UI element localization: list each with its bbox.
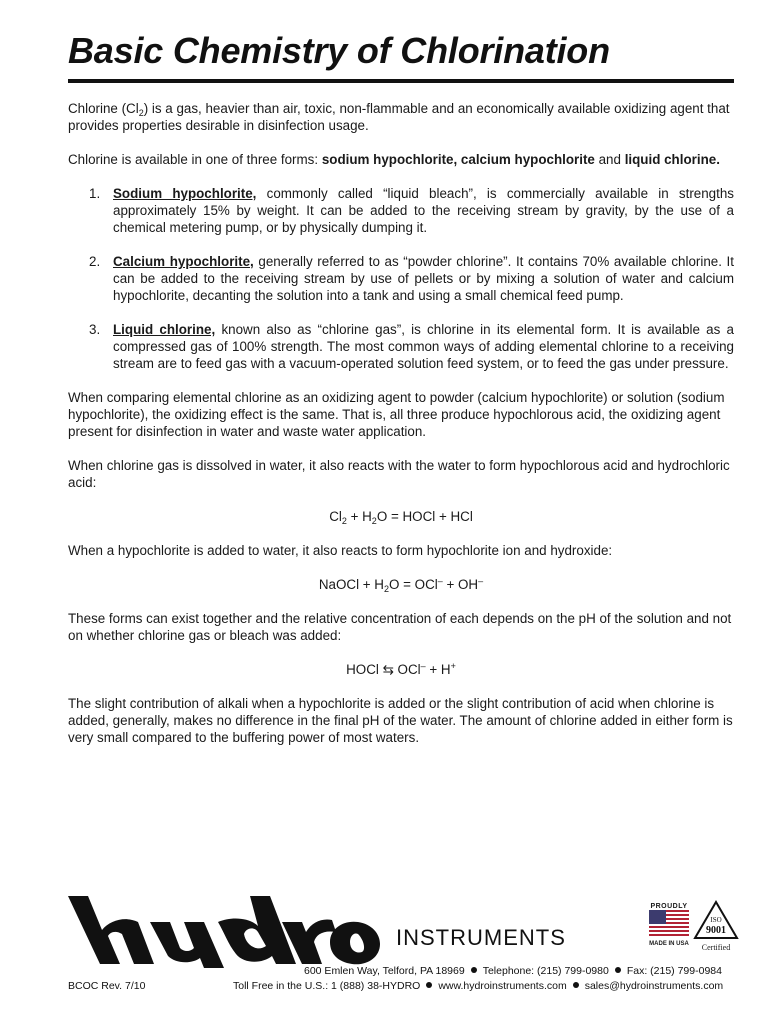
list-item	[68, 253, 734, 304]
contact-line-2	[233, 980, 723, 992]
list-number: 3.	[89, 322, 101, 337]
eq-superscript: –	[478, 576, 484, 586]
forms-bold-2: liquid chlorine.	[624, 152, 720, 167]
eq-part: + H	[346, 509, 372, 524]
intro-text-a: Chlorine (Cl	[68, 101, 139, 116]
address: 600 Emlen Way, Telford, PA 18969	[304, 965, 465, 977]
list-item	[68, 321, 734, 372]
website-link[interactable]: www.hydroinstruments.com	[438, 980, 567, 992]
flag-top-label: PROUDLY	[650, 903, 688, 910]
bullet-icon	[573, 982, 579, 988]
title-rule	[68, 79, 734, 83]
eq-superscript: –	[420, 661, 426, 671]
contact-line-1	[304, 965, 722, 977]
equilibrium-arrow-icon: ⇆	[382, 662, 394, 677]
flag-bottom-label: MADE IN USA	[649, 941, 689, 947]
eq-subscript: 2	[371, 516, 377, 526]
instruments-wordmark: INSTRUMENTS	[396, 925, 566, 950]
forms-bold-1: sodium hypochlorite, calcium hypochlorite	[321, 152, 595, 167]
forms-list	[68, 185, 734, 372]
telephone: Telephone: (215) 799-0980	[482, 965, 609, 977]
eq-part: + H	[425, 662, 451, 677]
forms-and: and	[594, 152, 625, 167]
list-number: 1.	[89, 186, 101, 201]
list-text: known also as “chlorine gas”, is chlorine in its elemental form. It is available as a compressed gas of 100% strength. The most common ways of adding elemental chlorine to a receiving stream are to feed gas with a vacuum-operated solution feed system, or to feed the gas under pressure.	[113, 322, 734, 371]
eq-part: + OH	[442, 577, 479, 592]
bullet-icon	[426, 982, 432, 988]
bullet-icon	[615, 967, 621, 973]
gas-paragraph: When chlorine gas is dissolved in water, it also reacts with the water to form hypochlorous acid and hydrochloric acid:	[68, 458, 730, 490]
list-number: 2.	[89, 254, 101, 269]
forms-text: Chlorine is available in one of three forms:	[68, 152, 322, 167]
alkali-paragraph: The slight contribution of alkali when a hypochlorite is added or the slight contribution of acid when chlorine is added, generally, makes no difference in the final pH of the water. The amount of chlorine added in either form is very small compared to the buffering power of most waters.	[68, 696, 733, 745]
forms-ph-paragraph: These forms can exist together and the relative concentration of each depends on the pH of the solution and not on whether chlorine gas or bleach was added:	[68, 611, 732, 643]
list-term: Liquid chlorine,	[113, 322, 216, 337]
eq-part: O = OCl	[388, 577, 438, 592]
iso-triangle-icon	[693, 900, 739, 942]
hydro-logo	[68, 892, 380, 968]
equation-2	[68, 576, 734, 593]
toll-free-number: Toll Free in the U.S.: 1 (888) 38-HYDRO	[233, 980, 421, 992]
hypochlorite-paragraph: When a hypochlorite is added to water, it also reacts to form hypochlorite ion and hydroxide:	[68, 543, 613, 558]
eq-subscript: 2	[341, 516, 347, 526]
list-term: Sodium hypochlorite,	[113, 186, 257, 201]
list-text: generally referred to as “powder chlorine”. It contains 70% available chlorine. It can be added to the receiving stream by use of pellets or by mixing a solution of water and calcium hypochlorite, decanting the solution into a tank and using a small chemical feed pump.	[113, 254, 734, 303]
eq-superscript: –	[437, 576, 443, 586]
list-item	[68, 185, 734, 236]
iso-label: ISO	[710, 916, 722, 924]
list-term: Calcium hypochlorite,	[113, 254, 254, 269]
doc-code: BCOC Rev. 7/10	[68, 980, 146, 992]
intro-paragraph	[68, 100, 734, 134]
fax: Fax: (215) 799-0984	[626, 965, 722, 977]
document-body	[68, 100, 734, 763]
list-text: commonly called “liquid bleach”, is commercially available in strengths approximately 15% by weight. It can be added to the receiving stream by gravity, by the use of a chemical metering pump, or by physically dumping it.	[113, 186, 734, 235]
eq-subscript: 2	[383, 584, 389, 594]
eq-part: OCl	[393, 662, 421, 677]
eq-part: NaOCl + H	[318, 577, 384, 592]
forms-paragraph	[68, 151, 734, 168]
eq-part: Cl	[329, 509, 342, 524]
equation-3	[68, 661, 734, 678]
eq-part: O = HOCl + HCl	[376, 509, 473, 524]
intro-subscript: 2	[138, 108, 144, 118]
equation-1	[68, 508, 734, 525]
email-link[interactable]: sales@hydroinstruments.com	[584, 980, 724, 992]
bullet-icon	[471, 967, 477, 973]
us-flag-icon	[649, 910, 689, 936]
compare-paragraph: When comparing elemental chlorine as an oxidizing agent to powder (calcium hypochlorite) or solution (sodium hypochlorite), the oxidizing effect is the same. That is, all three produce hypochlorous acid, the oxidizing agent present for disinfection in water and waste water application.	[68, 390, 725, 439]
iso-number: 9001	[706, 925, 726, 936]
iso-9001-badge	[693, 900, 739, 952]
page-title: Basic Chemistry of Chlorination	[68, 30, 610, 71]
eq-superscript: +	[450, 661, 456, 671]
made-in-usa-badge	[649, 903, 689, 949]
eq-part: HOCl	[346, 662, 383, 677]
intro-text-b: ) is a gas, heavier than air, toxic, non-flammable and an economically available oxidizing agent that provides properties desirable in disinfection usage.	[68, 101, 730, 133]
iso-certified-label: Certified	[701, 943, 731, 952]
